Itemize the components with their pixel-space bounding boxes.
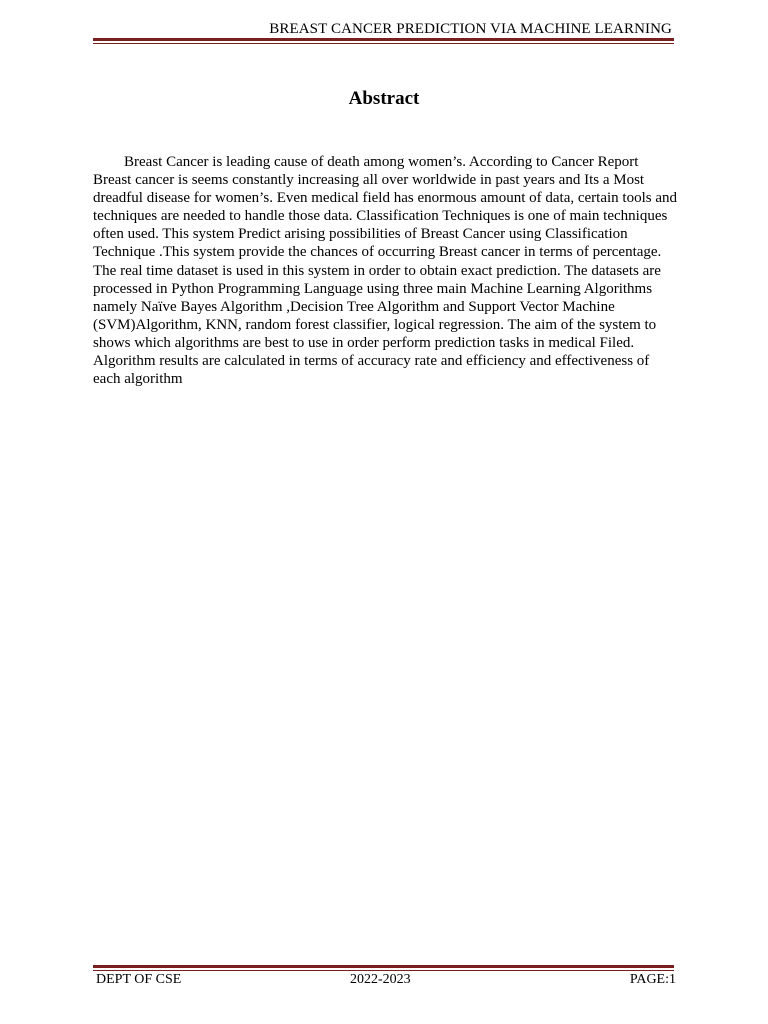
footer-department: DEPT OF CSE	[96, 972, 182, 987]
footer-divider	[93, 965, 674, 971]
footer-academic-year: 2022-2023	[350, 972, 411, 987]
header-divider	[93, 38, 674, 44]
running-header-title: BREAST CANCER PREDICTION VIA MACHINE LEARNING	[269, 21, 672, 37]
page-footer	[96, 972, 676, 992]
footer-page-number: PAGE:1	[629, 972, 676, 987]
abstract-paragraph: Breast Cancer is leading cause of death among women’s. According to Cancer Report Breast cancer is seems constantly increasing all over worldwide in past years and Its a Most dreadful disease for women’s. Even medical field has enormous amount of data, certain tools and techniques are needed to handle those data. Classification Techniques is one of main techniques often used. This system Predict arising possibilities of Breast Cancer using Classification Technique .This system provide the chances of occurring Breast cancer in terms of percentage. The real time dataset is used in this system in order to obtain exact prediction. The datasets are processed in Python Programming Language using three main Machine Learning Algorithms namely Naïve Bayes Algorithm ,Decision Tree Algorithm and Support Vector Machine (SVM)Algorithm, KNN, random forest classifier, logical regression. The aim of the system to shows which algorithms are best to use in order perform prediction tasks in medical Filed. Algorithm results are calculated in terms of accuracy rate and efficiency and effectiveness of each algorithm	[93, 154, 677, 388]
page-title: Abstract	[348, 88, 420, 109]
footer-divider-thin-line	[93, 970, 674, 971]
header-divider-thin-line	[93, 43, 674, 44]
